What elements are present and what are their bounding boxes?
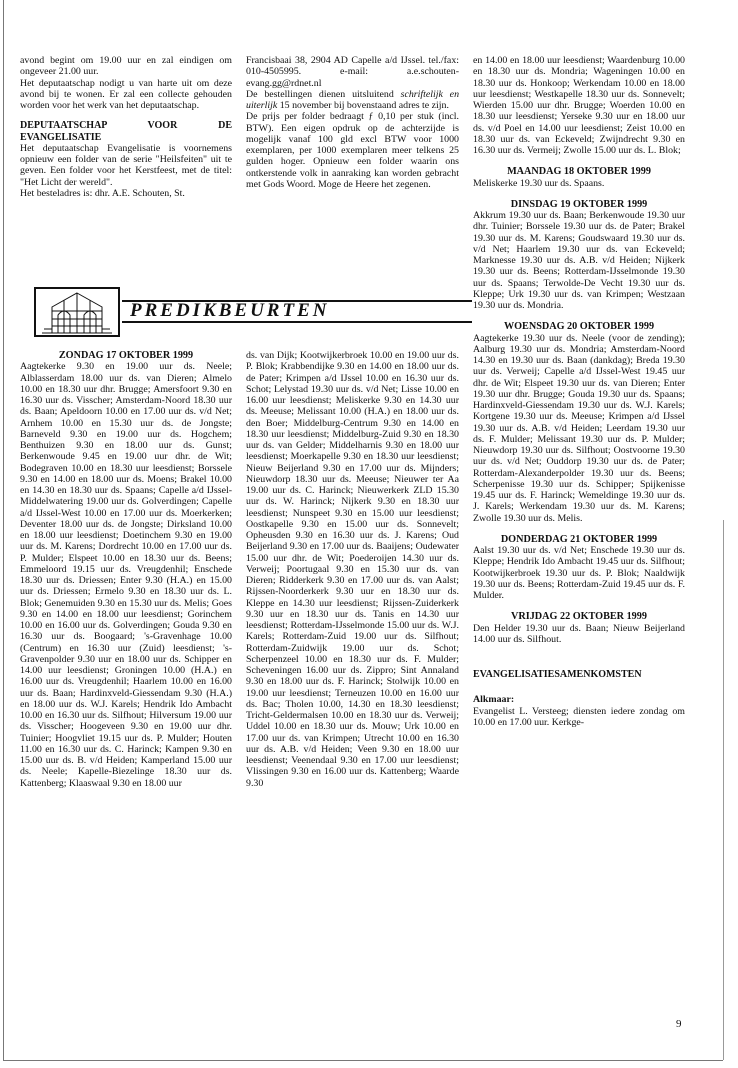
spacer [473, 156, 685, 166]
evening-paragraph: avond begint om 19.00 uur en zal eindigen om ongeveer 21.00 uur. [20, 55, 232, 78]
spacer [473, 189, 685, 199]
address-paragraph: Het besteladres is: dhr. A.E. Schouten, St. [20, 187, 185, 199]
spacer [473, 601, 685, 611]
folder-paragraph: Het deputaatschap Evangelisatie is voornemens opnieuw een folder van de serie "Heilsfeiten" uit te geven. Een folder voor het Kerstfeest, met de titel: "Het Licht der wereld". [20, 142, 232, 188]
order-text-emphasis: schriftelijk en uiterlijk [246, 88, 460, 111]
evangelisatiesamenkomsten-heading: EVANGELISATIESAMENKOMSTEN [473, 669, 642, 680]
page-frame-bottom [3, 1060, 723, 1061]
zondag-column-left [20, 350, 232, 789]
donderdag-heading: DONDERDAG 21 OKTOBER 1999 [500, 533, 658, 545]
donderdag-listing: Aalst 19.30 uur ds. v/d Net; Enschede 19.30 uur ds. Kleppe; Hendrik Ido Ambacht 19.45 uur ds. Silfhout; Kootwijkerbroek 19.30 uur ds. P. Blok; Naaldwijk 19.30 uur ds. Beens; Rotterdam-Zuid 19.45 uur ds. F. Mulder. [473, 545, 685, 601]
spacer [473, 524, 685, 534]
invitation-paragraph: Het deputaatschap nodigt u van harte uit om deze avond bij te wonen. Er zal een collecte gehouden worden voor het werk van het deputaatschap. [20, 77, 232, 111]
spacer [473, 311, 685, 321]
top-middle-column [246, 55, 459, 190]
predikbeurten-banner [22, 285, 472, 335]
dinsdag-listing: Akkrum 19.30 uur ds. Baan; Berkenwoude 19.30 uur dhr. Tuinier; Borssele 19.30 uur ds. de Pater; Brakel 19.30 uur ds. M. Karens; Goudswaard 19.30 uur ds. v/d Net; Haarlem 19.30 uur ds. van Eckeveld; Marknesse 19.30 uur ds. A.B. v/d Heiden; Nijkerk 19.30 uur ds. Beens; Rotterdam-IJsselmonde 19.30 uur ds. Spaans; Terwolde-De Vecht 19.30 uur ds. Kleppe; Urk 19.30 uur ds. van Krimpen; Westzaan 19.30 uur ds. Mondria. [473, 210, 685, 311]
spacer [473, 680, 685, 694]
page-number: 9 [676, 1018, 682, 1030]
address-continued: Francisbaai 38, 2904 AD Capelle a/d IJssel. tel./fax: 010-4505995. e-mail: a.e.schouten-evang.gg@rdnet.nl [246, 55, 459, 89]
maandag-listing: Meliskerke 19.30 uur ds. Spaans. [473, 177, 605, 189]
alkmaar-listing: Evangelist L. Versteeg; diensten iedere zondag om 10.00 en 17.00 uur. Kerkge- [473, 705, 685, 728]
banner-title: PREDIKBEURTEN [130, 300, 330, 321]
zondag-listing-part2: ds. van Dijk; Kootwijkerbroek 10.00 en 19.00 uur ds. P. Blok; Krabbendijke 9.30 en 14.00 en 18.00 uur ds. de Pater; Krimpen a/d IJssel 10.00 en 16.30 uur ds. Schot; Lelystad 19.30 uur ds. v/d Net; Lisse 10.00 en 16.00 uur leesdienst; Meliskerke 9.30 en 14.30 uur ds. Meeuse; Melissant 10.00 (H.A.) en 18.00 uur ds. den Boer; Middelburg-Centrum 9.30 en 14.00 en 18.30 uur leesdienst; Middelburg-Zuid 9.30 en 18.30 uur ds. van Gelder; Middelharnis 9.30 en 18.00 uur leesdienst; Moerkapelle 9.30 en 18.30 uur leesdienst; Nieuw Beijerland 9.30 en 17.00 uur ds. Mijnders; Nieuwdorp 18.30 uur ds. Meeuse; Nieuwer ter Aa 19.00 uur ds. C. Harinck; Nieuwerkerk ZLD 15.30 uur ds. W. Harinck; Nijkerk 9.30 en 18.30 uur leesdienst; Nunspeet 9.30 en 15.00 uur leesdienst; Oostkapelle 9.30 en 15.00 uur ds. Sonnevelt; Opheusden 9.30 en 16.30 uur ds. J. Karens; Oud Beijerland 9.30 en 17.00 uur ds. Baaijens; Oudewater 15.00 uur dhr. de Wit; Poederoijen 14.30 uur ds. Verweij; Poortugaal 9.30 en 15.30 uur ds. van Dieren; Ridderkerk 9.30 en 17.00 uur ds. van Aalst; Rijssen-Noorderkerk 9.30 uur en 18.30 uur ds. Kleppe en 14.30 uur leesdienst; Rijssen-Zuiderkerk 9.30 uur en 18.30 uur ds. Tanis en 14.30 uur leesdienst; Rotterdam-IJsselmonde 15.00 uur ds. W.J. Karels; Rotterdam-Zuid 19.00 uur ds. Silfhout; Rotterdam-Zuidwijk 19.00 uur ds. Schot; Scherpenzeel 10.00 en 18.30 uur ds. F. Mulder; Scheveningen 16.00 uur ds. Zippro; Sint Annaland 9.30 en 18.00 uur ds. F. Harinck; Stolwijk 10.00 en 19.00 uur leesdienst; Terneuzen 10.00 en 16.00 uur ds. Bac; Tholen 10.00, 14.30 en 18.30 leesdienst; Tricht-Geldermalsen 10.00 en 18.30 uur ds. Verweij; Uddel 10.00 en 18.30 uur ds. Mouw; Urk 10.00 en 17.00 uur ds. van Krimpen; Utrecht 10.00 en 16.30 uur ds. A.B. v/d Heiden; Veen 9.30 en 18.00 uur leesdienst; Veenendaal 9.30 en 17.00 uur leesdienst; Vlissingen 9.30 en 16.00 uur ds. Kattenberg; Waarde 9.30 [246, 350, 459, 789]
price-paragraph: De prijs per folder bedraagt ƒ 0,10 per stuk (incl. BTW). Een eigen opdruk op de achterzijde is mogelijk vanaf 100 gld excl BTW voor 1000 exemplaren, per 1000 exemplaren meer telkens 25 gulden hoger. Opnieuw een folder waarin ons ontkerstende volk in aanraking kan worden gebracht met Gods Woord. Moge de Heere het zegenen. [246, 111, 459, 190]
woensdag-listing: Aagtekerke 19.30 uur ds. Neele (voor de zending); Aalburg 19.30 uur ds. Mondria; Amsterdam-Noord 14.30 en 19.30 uur ds. Baan (dankdag); Breda 19.30 uur ds. Verweij; Capelle a/d IJssel-West 19.45 uur dhr. de Wit; Elspeet 19.30 uur ds. van Dieren; Enter 19.30 uur dhr. Brugge; Gouda 19.30 uur ds. Spaans; Hardinxveld-Giessendam 19.30 uur ds. W.J. Karels; Kortgene 19.30 uur ds. Meeuse; Krimpen a/d IJssel 19.30 uur ds. A.B. v/d Heiden; Leerdam 19.30 uur ds. F. Mulder; Melissant 19.30 uur ds. P. Mulder; Nieuwdorp 19.30 uur ds. Silfhout; Oostvoorne 19.30 uur ds. v/d Net; Ouddorp 19.30 uur ds. de Pater; Rotterdam-Alexanderpolder 19.30 uur ds. Beens; Scherpenisse 19.30 uur ds. Schipper; Spijkenisse 19.45 uur ds. F. Harinck; Wemeldinge 19.30 uur ds. J. Karels; Werkendam 19.30 uur ds. M. Karens; Zwolle 19.30 uur ds. Melis. [473, 332, 685, 524]
zondag-listing-part3: en 14.00 en 18.00 uur leesdienst; Waardenburg 10.00 en 18.30 uur ds. Mondria; Wageningen 10.00 en 18.30 uur ds. Honkoop; Werkendam 10.00 en 18.00 uur leesdienst; Westkapelle 18.30 uur ds. Sonnevelt; Wierden 15.00 uur dhr. Brugge; Woerden 10.00 en 18.30 uur leesdienst; Yerseke 9.30 uur en 18.00 uur ds. v/d Poel en 14.00 uur leesdienst; Zeist 10.00 en 18.30 uur ds. van Eckeveld; Zwijndrecht 9.30 en 16.30 uur ds. Vermeij; Zwolle 15.00 uur ds. L. Blok; [473, 55, 685, 156]
vrijdag-listing: Den Helder 19.30 uur ds. Baan; Nieuw Beijerland 14.00 uur ds. Silfhout. [473, 622, 685, 645]
top-left-column [20, 55, 232, 199]
spacer [473, 645, 685, 669]
order-paragraph [246, 89, 459, 112]
page-frame-left [3, 0, 4, 1060]
evangelisatie-heading: DEPUTAATSCHAP VOOR DE EVANGELISATIE [20, 120, 232, 143]
woensdag-heading: WOENSDAG 20 OKTOBER 1999 [503, 321, 655, 333]
order-text-c: 15 november bij bovenstaand adres te zijn. [277, 100, 449, 111]
zondag-heading: ZONDAG 17 OKTOBER 1999 [58, 350, 194, 361]
zondag-listing-part1: Aagtekerke 9.30 en 19.00 uur ds. Neele; Alblasserdam 18.00 uur ds. van Dieren; Almelo 10.00 en 18.30 uur dhr. Brugge; Amersfoort 9.30 en 16.30 uur ds. Visscher; Amsterdam-Noord 18.30 uur ds. Baan; Apeldoorn 10.00 en 17.00 uur ds. v/d Net; Arnhem 10.00 en 15.30 uur ds. de Jongste; Barneveld 9.30 en 19.00 uur ds. Hogchem; Benthuizen 9.30 en 18.00 uur ds. Gunst; Berkenwoude 9.45 en 19.00 uur dhr. de Wit; Bodegraven 10.00 en 18.30 uur leesdienst; Borssele 9.30 en 14.00 en 18.00 uur ds. Moens; Brakel 10.00 en 14.30 en 18.30 uur ds. Spaans; Capelle a/d IJssel-Middelwatering 19.00 uur ds. Golverdingen; Capelle a/d IJssel-West 10.00 en 17.00 uur ds. Moerkerken; Deventer 18.00 uur ds. de Jongste; Dirksland 10.00 en 18.00 uur leesdienst; Doetinchem 9.30 en 19.00 uur ds. M. Karens; Dordrecht 10.00 en 17.00 uur ds. P. Mulder; Elspeet 10.00 en 18.30 uur ds. Beens; Emmeloord 19.15 uur ds. Vreugdenhil; Enschede 18.30 uur ds. Driessen; Enter 9.30 (H.A.) en 15.00 uur ds. Driessen; Ermelo 9.30 en 18.30 uur ds. L. Blok; Genemuiden 9.30 en 15.30 uur ds. Melis; Goes 9.30 en 14.00 en 18.00 uur leesdienst; Gorinchem 10.00 en 16.00 uur ds. Golverdingen; Gouda 9.30 en 16.30 uur ds. Boogaard; 's-Gravenhage 10.00 (Centrum) en 16.30 uur (Zuid) leesdienst; 's-Gravenpolder 9.30 uur en 18.00 uur ds. Schipper en 14.00 uur leesdienst; Groningen 10.00 (H.A.) en 16.00 uur ds. Vreugdenhil; Haarlem 10.00 en 16.00 uur ds. Baan; Hardinxveld-Giessendam 9.30 (H.A.) en 18.00 uur ds. W.J. Karels; Hendrik Ido Ambacht 10.00 en 16.30 uur ds. Silfhout; Hilversum 19.00 uur ds. Visscher; Hoogeveen 9.30 en 19.00 uur dhr. Tuinier; Hoogvliet 19.15 uur ds. P. Mulder; Houten 11.00 en 16.30 uur ds. C. Harinck; Kampen 9.30 en 15.00 uur ds. B. v/d Heiden; Kamperland 15.00 uur ds. Neele; Kapelle-Biezelinge 18.30 uur ds. Kattenberg; Klaaswaal 9.30 en 18.00 uur [20, 361, 232, 789]
dinsdag-heading: DINSDAG 19 OKTOBER 1999 [510, 198, 648, 210]
right-column [473, 55, 685, 728]
page-frame-right [723, 520, 724, 1060]
vrijdag-heading: VRIJDAG 22 OKTOBER 1999 [511, 611, 647, 623]
church-illustration [34, 287, 120, 337]
maandag-heading: MAANDAG 18 OKTOBER 1999 [507, 166, 651, 178]
zondag-column-middle [246, 350, 459, 789]
order-text-a: De bestellingen dienen uitsluitend [246, 88, 401, 100]
alkmaar-heading: Alkmaar: [473, 694, 515, 706]
